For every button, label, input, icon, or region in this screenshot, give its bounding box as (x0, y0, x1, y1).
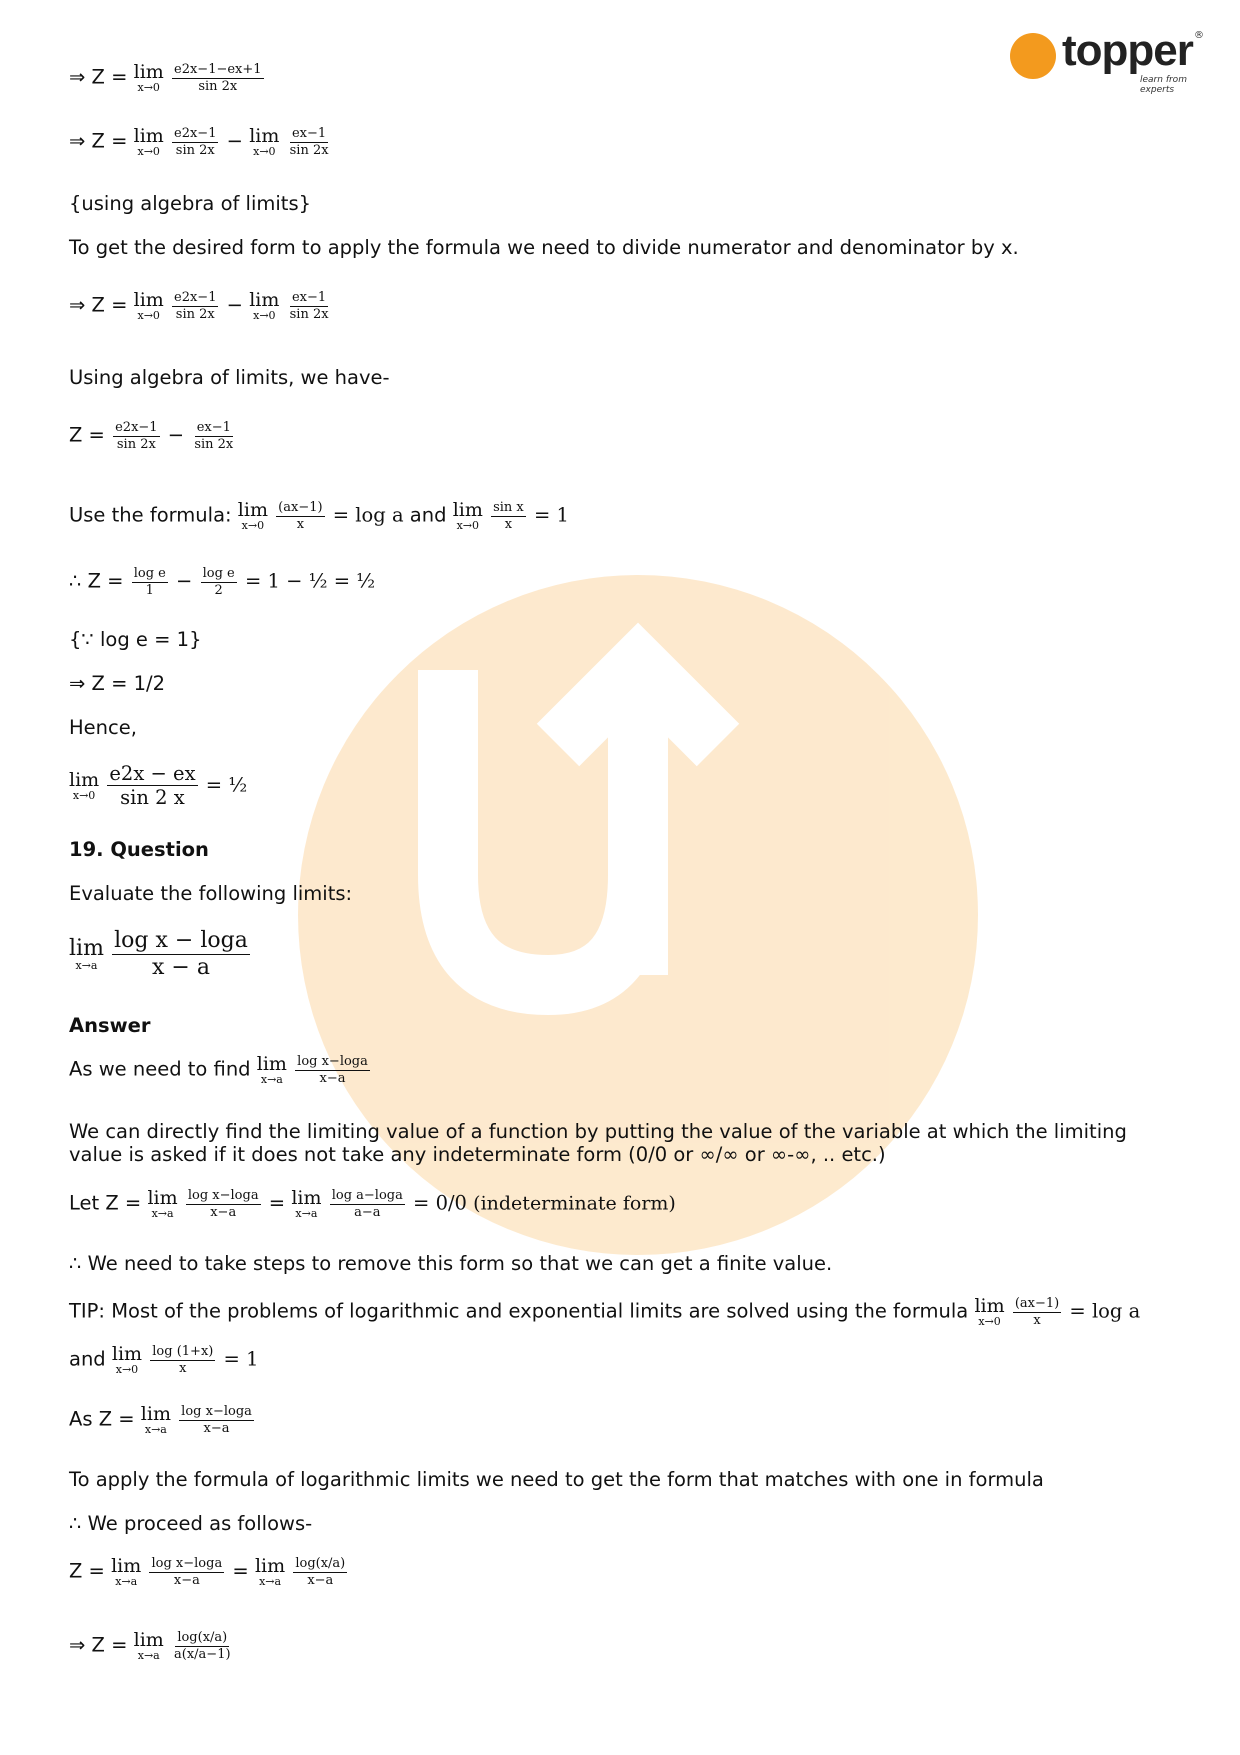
z-eq: Z = lim x→a $\frac{\text{log x−loga}}{x-a}$ = lim x→a $\frac{\log(x/a)}{x-a}$ (69, 1555, 346, 1589)
eq-therefore: ∴ Z = $\frac{\text{log e}}{1}$ − $\frac{\text{log e}}{2}$ = 1 − ½ = ½ (69, 566, 376, 598)
as-z: As Z = lim x→a $\frac{\text{log x−loga}}{x-a}$ (69, 1403, 252, 1437)
proceed-text: ∴ We proceed as follows- (69, 1512, 313, 1535)
z-half: ⇒ Z = 1/2 (69, 672, 166, 695)
formula-line: Use the formula: lim x→0 $\frac{(ax-1)}{x}$ = log a and lim x→0 $\frac{\text{sin x}}{x}$ = 1 (69, 499, 569, 533)
topper-logo (1010, 26, 1210, 95)
question-expression: lim x→a $\frac{\text{log x − loga}}{x - a}$ (69, 928, 248, 981)
steps: ∴ We need to take steps to remove this form so that we can get a finite value. (69, 1252, 833, 1275)
logo-circle-icon (1010, 33, 1056, 79)
let-z: Let Z = lim x→a $\frac{\text{log x−loga}}{x-a}$ = lim x→a $\frac{\text{log a−loga}}{a-a}$ = 0/0 (indeterminate form) (69, 1187, 676, 1221)
hence: Hence, (69, 716, 137, 739)
evaluate-text: Evaluate the following limits: (69, 882, 353, 905)
answer-heading: Answer (69, 1014, 151, 1037)
logo-registered: ® (1194, 30, 1204, 41)
divide-note: To get the desired form to apply the formula we need to divide numerator and denominator by x. (69, 236, 1019, 259)
eq-1: ⇒ Z = lim x→0 $\frac{e2x-1-ex+1}{\sin 2x}$ (69, 61, 262, 95)
using-algebra: Using algebra of limits, we have- (69, 366, 390, 389)
need-find: As we need to find lim x→a $\frac{\text{log x−loga}}{x-a}$ (69, 1053, 368, 1087)
logo-tagline: learn from experts (1140, 75, 1187, 95)
directly-2: value is asked if it does not take any indeterminate form (0/0 or ∞/∞ or ∞-∞, .. etc.) (69, 1143, 886, 1166)
final-result: lim x→0 $\frac{e2x - ex}{\sin 2 x}$ = ½ (69, 762, 248, 810)
tip-and: and lim x→0 $\frac{\log (1+x)}{x}$ = 1 (69, 1343, 259, 1377)
algebra-note: {using algebra of limits} (69, 192, 312, 215)
logo-brand: topper (1062, 26, 1193, 75)
last-eq: ⇒ Z = lim x→a $\frac{\log(x/a)}{a(x/a-1)}$ (69, 1629, 231, 1663)
question-19-heading: 19. Question (69, 838, 209, 861)
loge-note: {∵ log e = 1} (69, 628, 202, 651)
eq-3: ⇒ Z = lim x→0 $\frac{e2x-1}{\sin 2x}$ − lim x→0 $\frac{ex-1}{\sin 2x}$ (69, 289, 329, 323)
eq-2: ⇒ Z = lim x→0 $\frac{e2x-1}{\sin 2x}$ − lim x→0 $\frac{ex-1}{\sin 2x}$ (69, 125, 329, 159)
eq-4: Z = $\frac{e2x-1}{\sin 2x}$ − $\frac{ex-1}{\sin 2x}$ (69, 420, 234, 452)
directly-1: We can directly find the limiting value of a function by putting the value of the variable at which the limiting (69, 1120, 1127, 1143)
apply-text: To apply the formula of logarithmic limits we need to get the form that matches with one in formula (69, 1468, 1044, 1491)
tip: TIP: Most of the problems of logarithmic and exponential limits are solved using the formula lim x→0 $\frac{(ax-1)}{x}$ = log a (69, 1295, 1141, 1329)
